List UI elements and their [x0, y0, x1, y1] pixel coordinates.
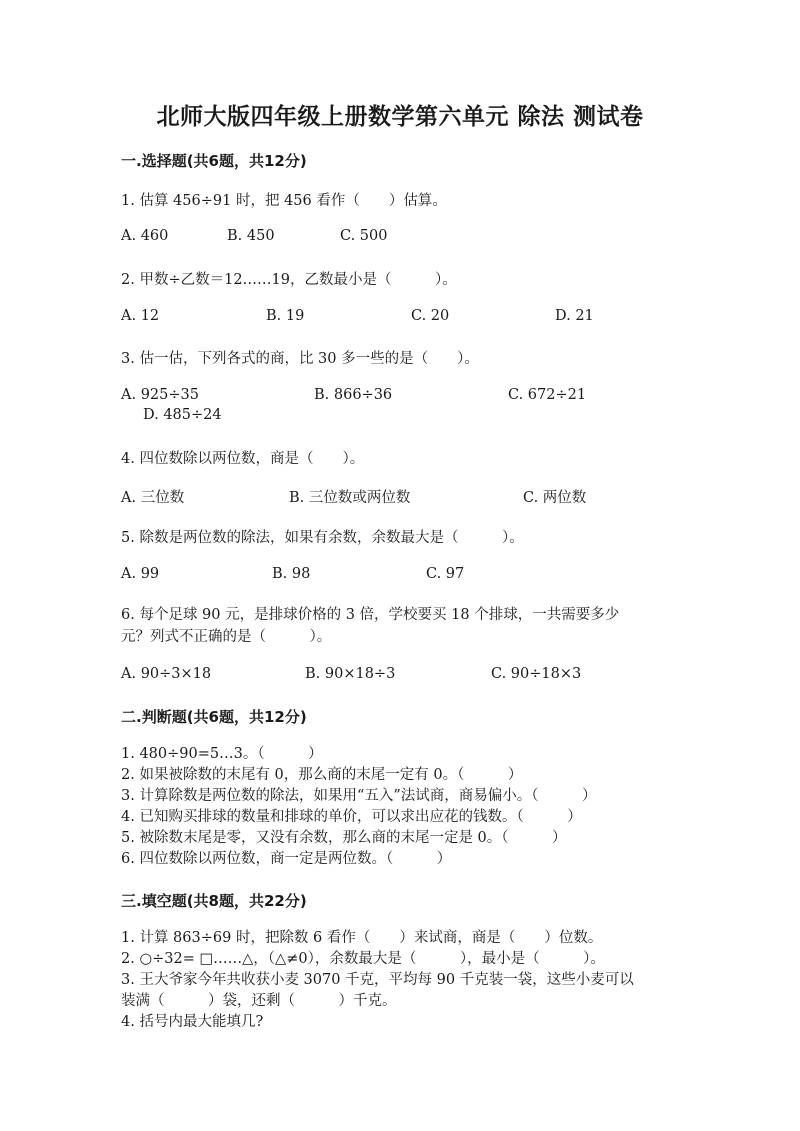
option-d: D. 21	[555, 308, 594, 324]
list-item: 2. 如果被除数的末尾有 0，那么商的末尾一定有 0。（ ）	[121, 767, 523, 783]
option-a: A. 12	[121, 308, 160, 324]
section-heading-fill-blank: 三.填空题(共8题，共22分)	[121, 892, 307, 910]
option-a: A. 925÷35	[121, 387, 199, 403]
question-6	[121, 604, 681, 648]
list-item: 1. 计算 863÷69 时，把除数 6 看作（ ）来试商，商是（ ）位数。	[121, 930, 603, 946]
question-4: 4. 四位数除以两位数，商是（ ）。	[121, 451, 365, 467]
option-a: A. 460	[121, 228, 169, 244]
question-6-line-1: 6. 每个足球 90 元，是排球价格的 3 倍，学校要买 18 个排球，一共需要多少	[121, 607, 620, 623]
options-row-6	[121, 666, 681, 688]
true-false-list	[121, 744, 681, 870]
list-item: 装满（ ）袋，还剩（ ）千克。	[121, 993, 397, 1009]
list-item: 4. 已知购买排球的数量和排球的单价，可以求出应花的钱数。（ ）	[121, 809, 582, 825]
option-c: C. 两位数	[523, 490, 587, 506]
option-b: B. 866÷36	[314, 387, 393, 403]
list-item: 3. 王大爷家今年共收获小麦 3070 千克，平均每 90 千克装一袋，这些小麦可以	[121, 972, 634, 988]
options-row-3	[121, 387, 681, 409]
option-c: C. 90÷18×3	[491, 666, 582, 682]
option-a: A. 99	[121, 566, 160, 582]
question-2: 2. 甲数÷乙数＝12……19，乙数最小是（ ）。	[121, 272, 457, 288]
option-a: A. 90÷3×18	[121, 666, 212, 682]
page-title: 北师大版四年级上册数学第六单元 除法 测试卷	[156, 104, 644, 130]
section-heading-true-false: 二.判断题(共6题，共12分)	[121, 708, 307, 726]
list-item: 2. ○÷32= □……△，（△≠0），余数最大是（ ），最小是（ ）。	[121, 951, 605, 967]
list-item: 1. 480÷90=5…3。（ ）	[121, 746, 323, 762]
option-a: A. 三位数	[121, 490, 185, 506]
list-item: 3. 计算除数是两位数的除法，如果用“五入”法试商，商易偏小。（ ）	[121, 788, 597, 804]
options-row-4	[121, 486, 681, 508]
option-c: C. 97	[426, 566, 465, 582]
list-item: 4. 括号内最大能填几?	[121, 1014, 264, 1030]
option-c: C. 20	[411, 308, 450, 324]
options-row-5	[121, 566, 681, 588]
list-item: 6. 四位数除以两位数，商一定是两位数。（ ）	[121, 851, 452, 867]
section-heading-choice: 一.选择题(共6题，共12分)	[121, 152, 307, 170]
option-b: B. 450	[227, 228, 275, 244]
list-item: 5. 被除数末尾是零，又没有余数，那么商的末尾一定是 0。（ ）	[121, 830, 567, 846]
option-b: B. 98	[272, 566, 311, 582]
options-row-1	[121, 228, 681, 250]
fill-blank-list	[121, 928, 681, 1033]
question-3: 3. 估一估，下列各式的商，比 30 多一些的是（ ）。	[121, 351, 479, 367]
option-b: B. 19	[266, 308, 305, 324]
option-c: C. 500	[340, 228, 388, 244]
options-row-2	[121, 308, 681, 330]
question-1: 1. 估算 456÷91 时，把 456 看作（ ）估算。	[121, 193, 447, 209]
question-5: 5. 除数是两位数的除法，如果有余数，余数最大是（ ）。	[121, 530, 524, 546]
options-row-3b	[121, 407, 681, 429]
option-d: D. 485÷24	[143, 407, 222, 423]
option-b: B. 三位数或两位数	[289, 490, 411, 506]
question-6-line-2: 元？列式不正确的是（ ）。	[121, 629, 332, 645]
option-b: B. 90×18÷3	[305, 666, 396, 682]
option-c: C. 672÷21	[508, 387, 587, 403]
